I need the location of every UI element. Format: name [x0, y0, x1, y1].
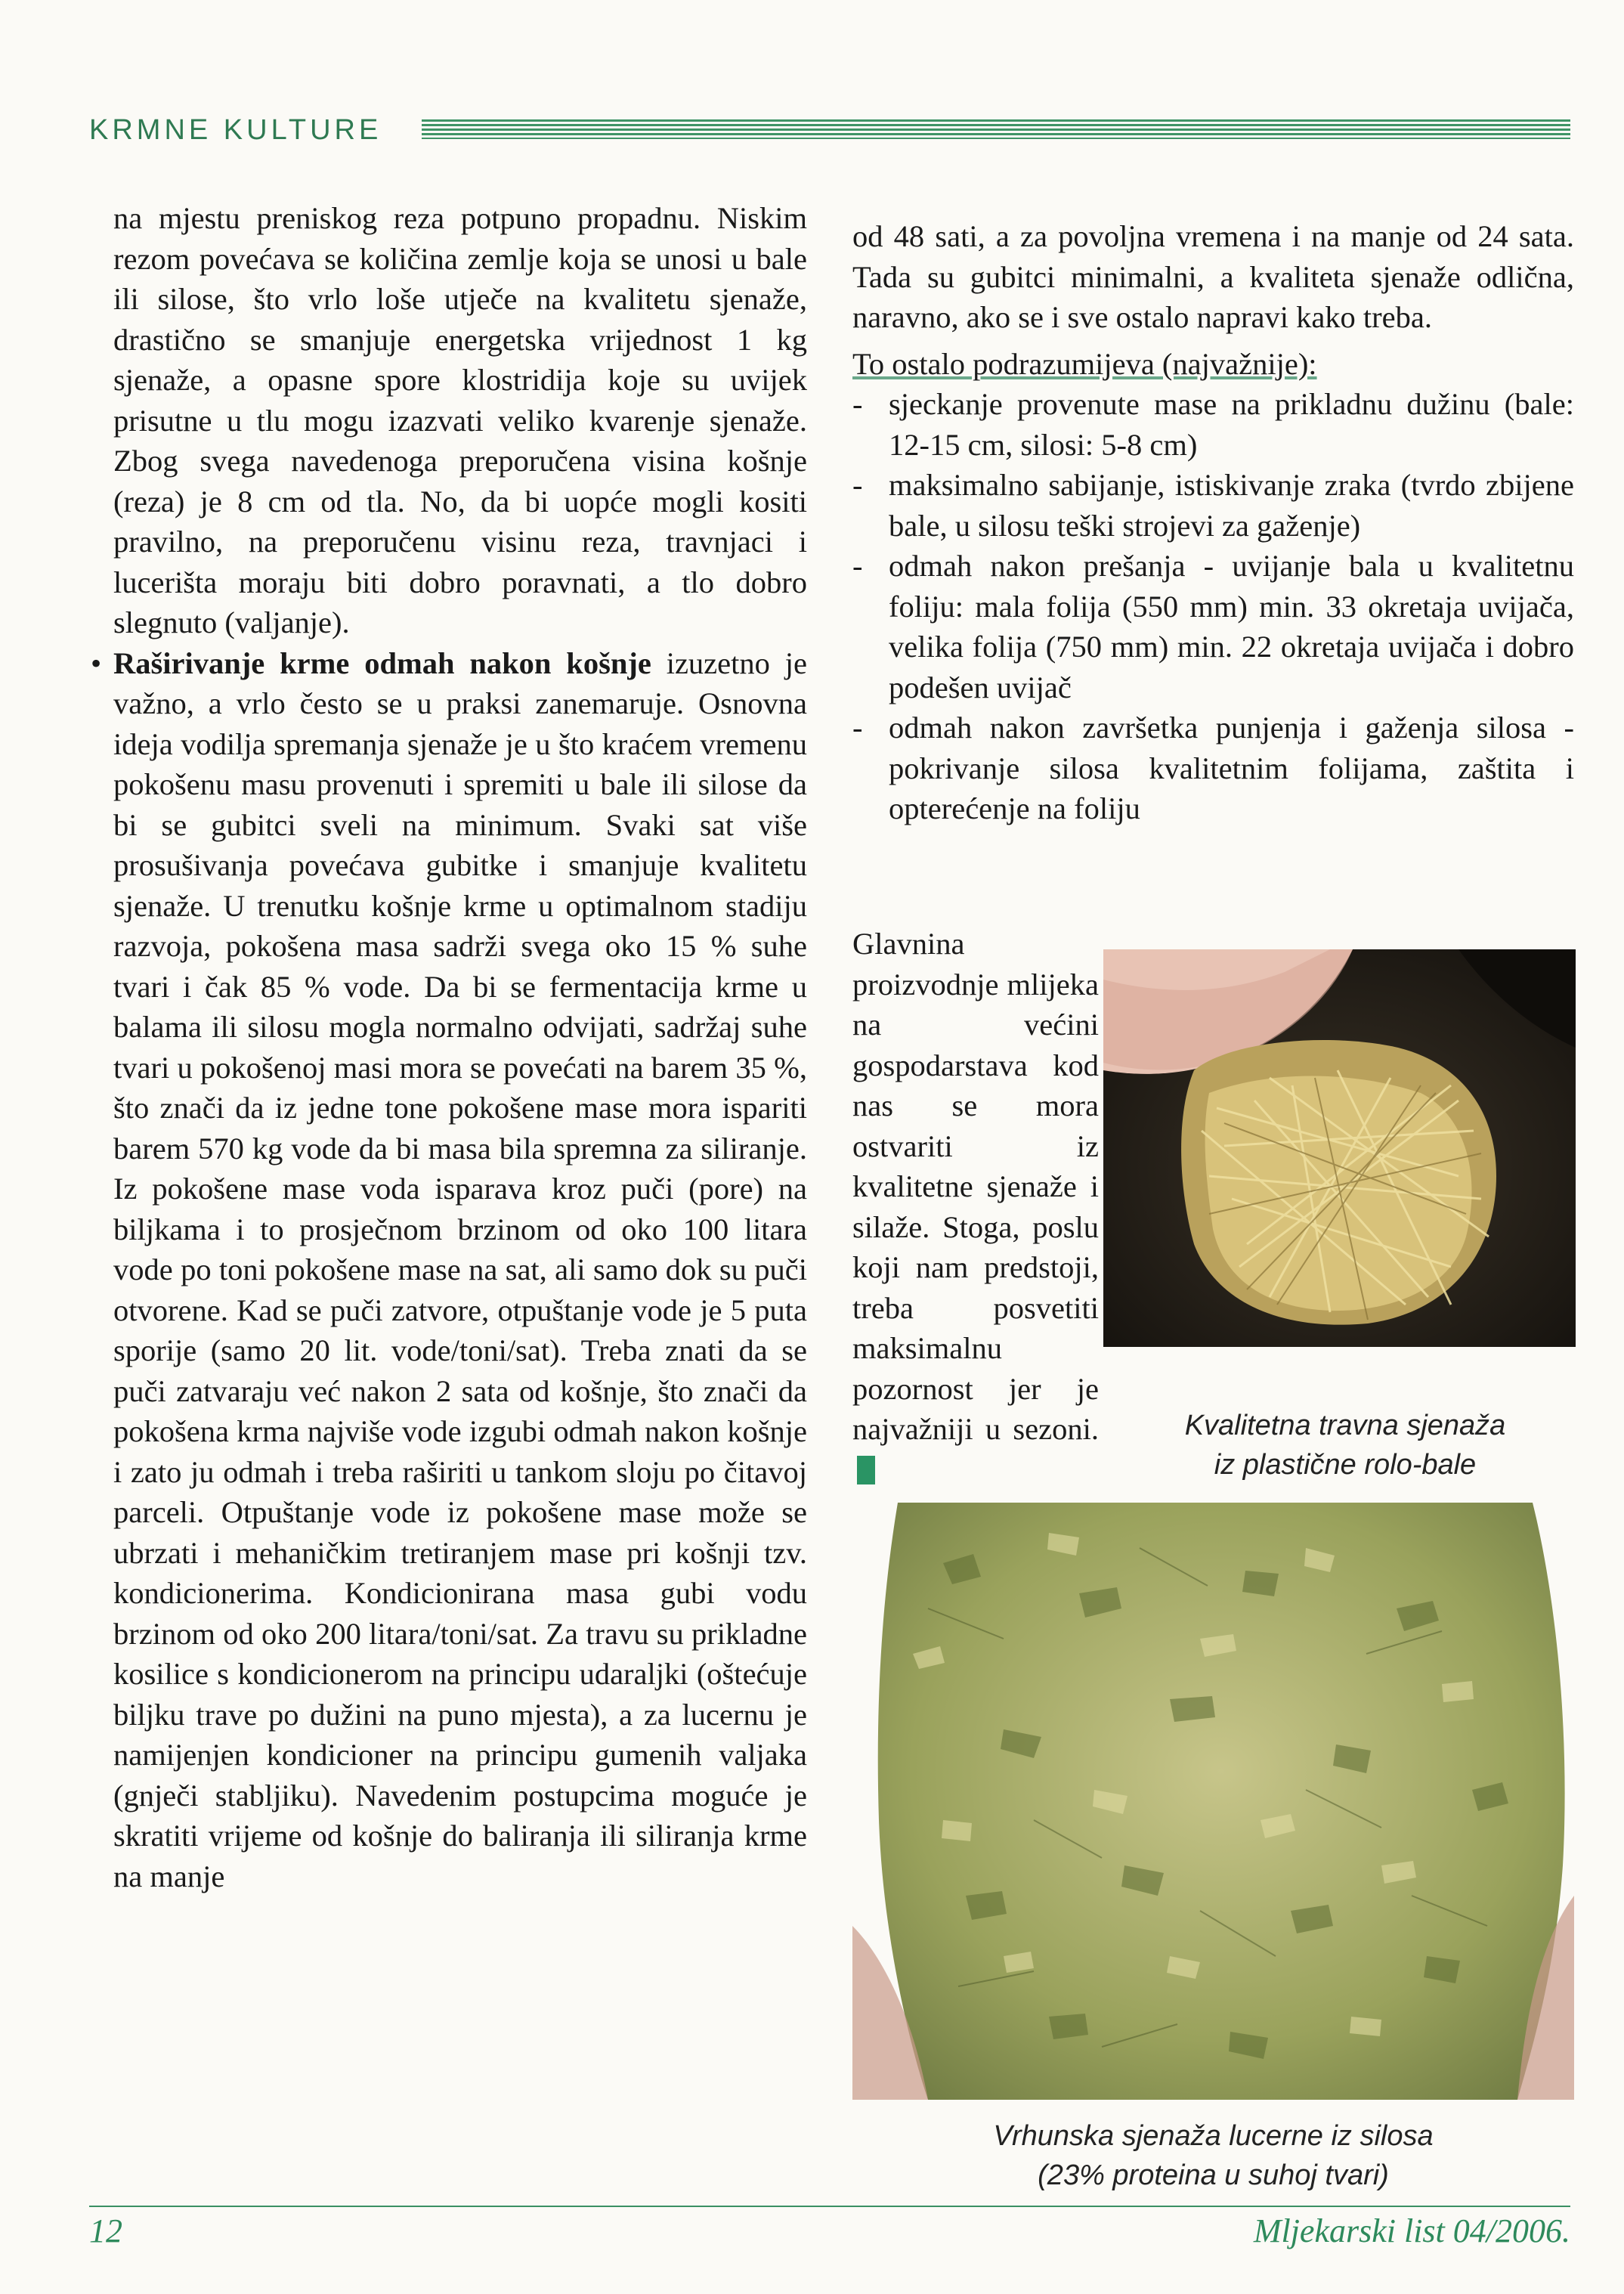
left-column: [91, 198, 807, 1896]
section-title: KRMNE KULTURE: [89, 114, 382, 146]
list-dash: -: [852, 387, 863, 421]
bullet-paragraph: [113, 643, 807, 1897]
photo1-caption-line2: iz plastične rolo-bale: [1214, 1449, 1477, 1481]
list-item: [852, 546, 1574, 707]
list-dash: -: [852, 549, 863, 583]
photo2-caption-line1: Vrhunska sjenaža lucerne iz silosa: [993, 2120, 1434, 2152]
list-item: [852, 707, 1574, 829]
grass-silage-image: [1103, 949, 1576, 1347]
photo-alfalfa-silage: [852, 1503, 1574, 2100]
journal-issue: Mljekarski list 04/2006.: [1253, 2212, 1570, 2249]
bullet-item: [91, 643, 807, 1897]
photo1-caption-line1: Kvalitetna travna sjenaža: [1184, 1410, 1506, 1441]
end-mark-icon: [857, 1456, 875, 1484]
list-item: [852, 384, 1574, 465]
page-header: [89, 112, 1570, 148]
list-dash: -: [852, 710, 863, 745]
list-item: [852, 465, 1574, 546]
footer-rule: [89, 2206, 1570, 2207]
right-paragraph-1: od 48 sati, a za povoljna vremena i na manje od 24 sata. Tada su gubitci minimalni, a kvaliteta sjenaže odlična, naravno, ako se i sve ostalo napravi kako treba.: [852, 219, 1574, 334]
alfalfa-silage-image: [852, 1503, 1574, 2100]
photo-grass-silage: [1103, 949, 1576, 1347]
list-item-text: sjeckanje provenute mase na prikladnu dužinu (bale: 12-15 cm, silosi: 5-8 cm): [889, 387, 1574, 462]
list-item-text: maksimalno sabijanje, istiskivanje zraka (tvrdo zbijene bale, u silosu teški strojevi za gaženje): [889, 468, 1574, 543]
bullet-symbol: •: [91, 645, 102, 680]
photo2-caption: [852, 2116, 1574, 2195]
bullet-title: Raširivanje krme odmah nakon košnje: [113, 645, 651, 680]
header-rule: [422, 119, 1570, 139]
closing-paragraph: [852, 924, 1099, 1490]
bullet-body: izuzetno je važno, a vrlo često se u praksi zanemaruje. Osnovna ideja vodilja spremanja sjenaže je u što kraćem vremenu pokošenu masu provenuti i spremiti u bale ili silose da bi se gubitci sveli na minimum. Svaki sat više prosušivanja povećava gubitke i smanjuje kvalitetu sjenaže. U trenutku košnje krme u optimalnom stadiju razvoja, pokošena masa sadrži svega oko 15 % suhe tvari i čak 85 % vode. Da bi se fermentacija krme u balama ili silosu mogla normalno odvijati, sadržaj suhe tvari u pokošenoj masi mora se povećati na barem 35 %, što znači da iz jedne tone pokošene mase mora ispariti barem 570 kg vode da bi masa bila spremna za siliranje. Iz pokošene mase voda isparava kroz puči (pore) na biljkama i to prosječnom brzinom od oko 100 litara vode po toni pokošene mase na sat, ali samo dok su puči otvorene. Kad se puči zatvore, otpuštanje vode je 5 puta sporije (samo 20 lit. vode/toni/sat). Treba znati da se puči zatvaraju već nakon 2 sata od košnje, što znači da pokošena krma najviše vode izgubi odmah nakon košnje i zato ju odmah i treba raširiti u tankom sloju po čitavoj parceli. Otpuštanje vode iz pokošene mase može se ubrzati i mehaničkim tretiranjem mase pri košnji tzv. kondicionerima. Kondicionirana masa gubi vodu brzinom od oko 200 litara/toni/sat. Za travu su prikladne kosilice s kondicionerom na principu udaraljki (oštećuje biljku trave po dužini na puno mjesta), a za lucernu je namijenjen kondicioner na principu gumenih valjaka (gnječi stabljiku). Navedenim postupcima moguće je skratiti vrijeme od košnje do baliranja ili siliranja krme na manje: [113, 645, 807, 1893]
list-item-text: odmah nakon završetka punjenja i gaženja silosa - pokrivanje silosa kvalitetnim folijama, zaštita i opterećenje na foliju: [889, 710, 1574, 825]
list-dash: -: [852, 468, 863, 502]
photo1-caption: [1118, 1406, 1572, 1484]
photo2-caption-line2: (23% proteina u suhoj tvari): [1038, 2159, 1389, 2191]
page-number: 12: [89, 2212, 122, 2249]
right-column: [852, 216, 1574, 829]
requirements-list: [852, 384, 1574, 829]
closing-text: Glavnina proizvodnje mlijeka na većini gospodarstava kod nas se mora ostvariti iz kvalitetne sjenaže i silaže. Stoga, poslu koji nam predstoji, treba posvetiti maksimalnu pozornost jer je najvažniji u sezoni.: [852, 927, 1099, 1446]
list-heading: To ostalo podrazumijeva (najvažnije):: [852, 346, 1317, 381]
left-paragraph-1: na mjestu preniskog reza potpuno propadnu. Niskim rezom povećava se količina zemlje koja se unosi u bale ili silose, što vrlo loše utječe na kvalitetu sjenaže, drastično se smanjuje energetska vrijednost 1 kg sjenaže, a opasne spore klostridija koje su uvijek prisutne u tlu mogu izazvati veliko kvarenje sjenaže. Zbog svega navedenoga preporučena visina košnje (reza) je 8 cm od tla. No, da bi uopće mogli kositi pravilno, na preporučenu visinu reza, travnjaci i lucerišta moraju biti dobro poravnati, a tlo dobro slegnuto (valjanje).: [113, 201, 807, 639]
list-item-text: odmah nakon prešanja - uvijanje bala u kvalitetnu foliju: mala folija (550 mm) min. 33 okretaja uvijača, velika folija (750 mm) min. 22 okretaja uvijača i dobro podešen uvijač: [889, 549, 1574, 704]
